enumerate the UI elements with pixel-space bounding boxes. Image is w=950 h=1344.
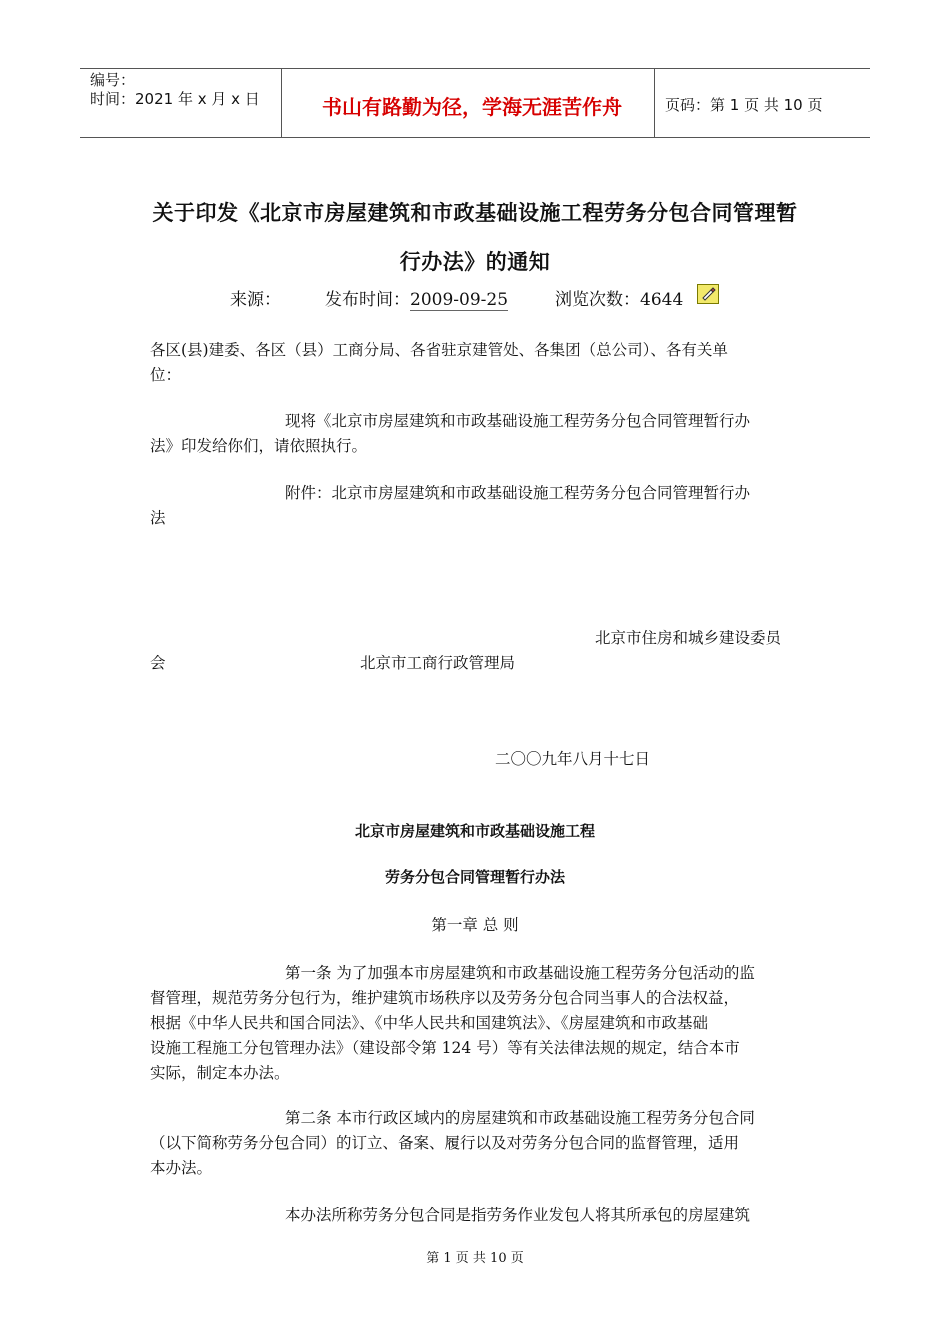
article-2-definition: 本办法所称劳务分包合同是指劳务作业发包人将其所承包的房屋建筑: [285, 1206, 751, 1224]
header-motto: 书山有路勤为径，学海无涯苦作舟: [322, 95, 622, 119]
views-value: 4644: [640, 290, 684, 310]
publish-date: 2009-09-25: [410, 290, 509, 310]
edit-icon[interactable]: [697, 284, 719, 304]
header-divider: [654, 69, 655, 137]
publish-label: 发布时间：: [325, 290, 410, 310]
article-1-cont: 根据《中华人民共和国合同法》、《中华人民共和国建筑法》、《房屋建筑和市政基础: [150, 1014, 709, 1032]
article-2: 第二条 本市行政区域内的房屋建筑和市政基础设施工程劳务分包合同: [285, 1109, 755, 1127]
document-number-label: 编号：: [90, 71, 136, 89]
page-footer: 第 1 页 共 10 页: [426, 1251, 524, 1266]
attachment: 附件：北京市房屋建筑和市政基础设施工程劳务分包合同管理暂行办: [285, 484, 751, 502]
attachment-cont: 法: [150, 509, 166, 527]
publish-time: [325, 285, 508, 310]
issue-date: 二〇〇九年八月十七日: [495, 750, 651, 768]
header-meta: [90, 71, 260, 109]
views-label: 浏览次数：: [555, 290, 640, 310]
article-2-cont: （以下简称劳务分包合同）的订立、备案、履行以及对劳务分包合同的监督管理，适用: [150, 1134, 740, 1152]
notice-body: 现将《北京市房屋建筑和市政基础设施工程劳务分包合同管理暂行办: [285, 412, 751, 430]
measures-title-line1: 北京市房屋建筑和市政基础设施工程: [354, 822, 595, 840]
article-1-cont: 设施工程施工分包管理办法》（建设部令第 124 号）等有关法律法规的规定，结合本市: [150, 1039, 740, 1057]
issuer-housing-commission-cont: 会: [150, 654, 166, 672]
addressees: 各区(县)建委、各区（县）工商分局、各省驻京建管处、各集团（总公司）、各有关单: [150, 341, 728, 359]
view-count: [555, 285, 683, 310]
document-title-line1: 关于印发《北京市房屋建筑和市政基础设施工程劳务分包合同管理暂: [152, 201, 798, 225]
addressees-cont: 位：: [150, 366, 182, 384]
document-date: 时间：2021 年 x 月 x 日: [90, 90, 260, 108]
chapter-heading: 第一章 总 则: [431, 916, 519, 934]
document-header: [80, 68, 870, 138]
article-2-cont: 本办法。: [150, 1159, 213, 1177]
article-1-cont: 督管理，规范劳务分包行为，维护建筑市场秩序以及劳务分包合同当事人的合法权益，: [150, 989, 740, 1007]
issuer-industry-commerce: 北京市工商行政管理局: [360, 654, 516, 672]
measures-title-line2: 劳务分包合同管理暂行办法: [384, 868, 565, 886]
header-page-info: 页码：第 1 页 共 10 页: [665, 96, 823, 114]
document-title-line2: 行办法》的通知: [399, 250, 551, 274]
notice-body-cont: 法》印发给你们，请依照执行。: [150, 437, 368, 455]
article-1-cont: 实际，制定本办法。: [150, 1064, 290, 1082]
issuer-housing-commission: 北京市住房和城乡建设委员: [595, 629, 782, 647]
article-1: 第一条 为了加强本市房屋建筑和市政基础设施工程劳务分包活动的监: [285, 964, 755, 982]
source-label: 来源：: [230, 290, 281, 310]
